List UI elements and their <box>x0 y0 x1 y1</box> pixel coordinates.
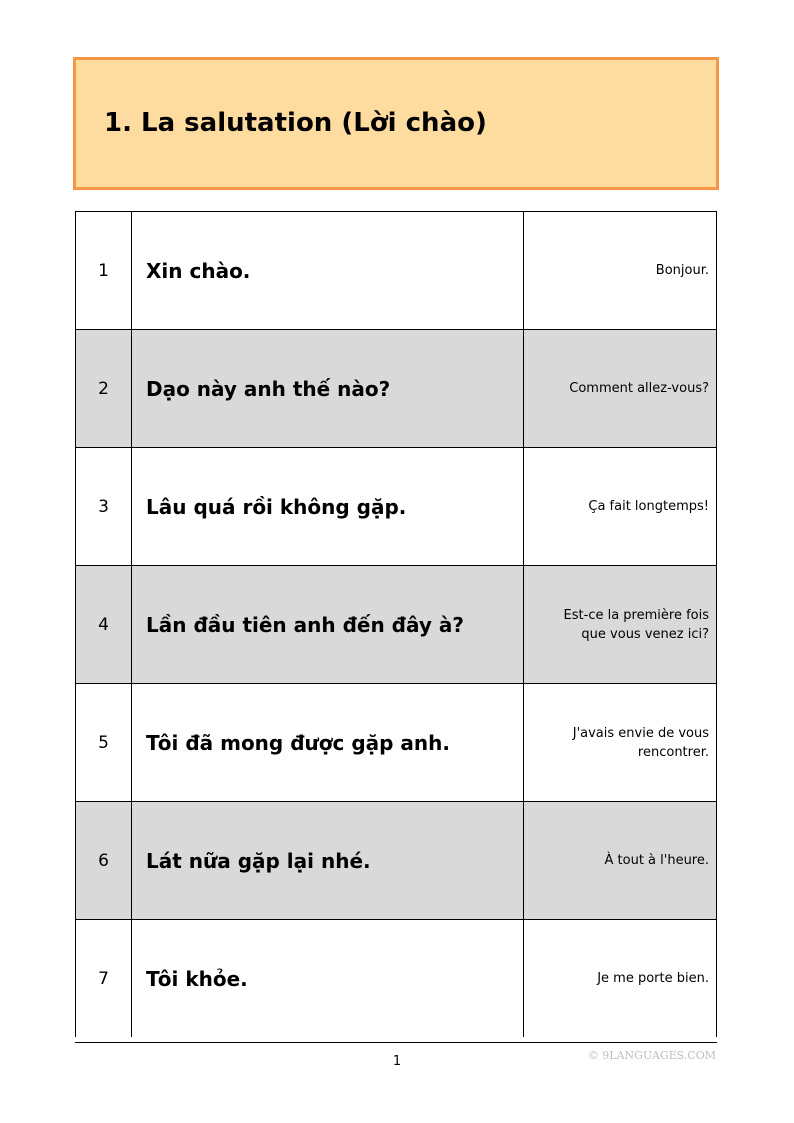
french-translation: Comment allez-vous? <box>524 330 717 448</box>
table-row <box>76 330 717 448</box>
page-number: 1 <box>392 1054 402 1069</box>
copyright-notice: © 9LANGUAGES.COM <box>587 1049 716 1062</box>
table-row <box>76 566 717 684</box>
french-translation: J'avais envie de vous rencontrer. <box>524 684 717 802</box>
table-bottom-rule <box>75 1042 717 1043</box>
vietnamese-phrase: Lần đầu tiên anh đến đây à? <box>132 566 524 684</box>
table-row <box>76 920 717 1038</box>
row-number: 4 <box>76 566 132 684</box>
french-translation: Je me porte bien. <box>524 920 717 1038</box>
section-title: 1. La salutation (Lời chào) <box>104 108 487 138</box>
row-number: 1 <box>76 212 132 330</box>
table-row <box>76 684 717 802</box>
table-row <box>76 448 717 566</box>
row-number: 3 <box>76 448 132 566</box>
row-number: 7 <box>76 920 132 1038</box>
french-translation: Bonjour. <box>524 212 717 330</box>
phrase-table <box>75 211 717 1037</box>
row-number: 5 <box>76 684 132 802</box>
french-translation: Est-ce la première fois que vous venez ici? <box>524 566 717 684</box>
vietnamese-phrase: Tôi đã mong được gặp anh. <box>132 684 524 802</box>
vietnamese-phrase: Dạo này anh thế nào? <box>132 330 524 448</box>
french-translation: Ça fait longtemps! <box>524 448 717 566</box>
table-row <box>76 212 717 330</box>
row-number: 2 <box>76 330 132 448</box>
vietnamese-phrase: Lát nữa gặp lại nhé. <box>132 802 524 920</box>
table-row <box>76 802 717 920</box>
french-translation: À tout à l'heure. <box>524 802 717 920</box>
vietnamese-phrase: Tôi khỏe. <box>132 920 524 1038</box>
row-number: 6 <box>76 802 132 920</box>
vietnamese-phrase: Lâu quá rồi không gặp. <box>132 448 524 566</box>
section-title-box <box>73 57 719 190</box>
vietnamese-phrase: Xin chào. <box>132 212 524 330</box>
